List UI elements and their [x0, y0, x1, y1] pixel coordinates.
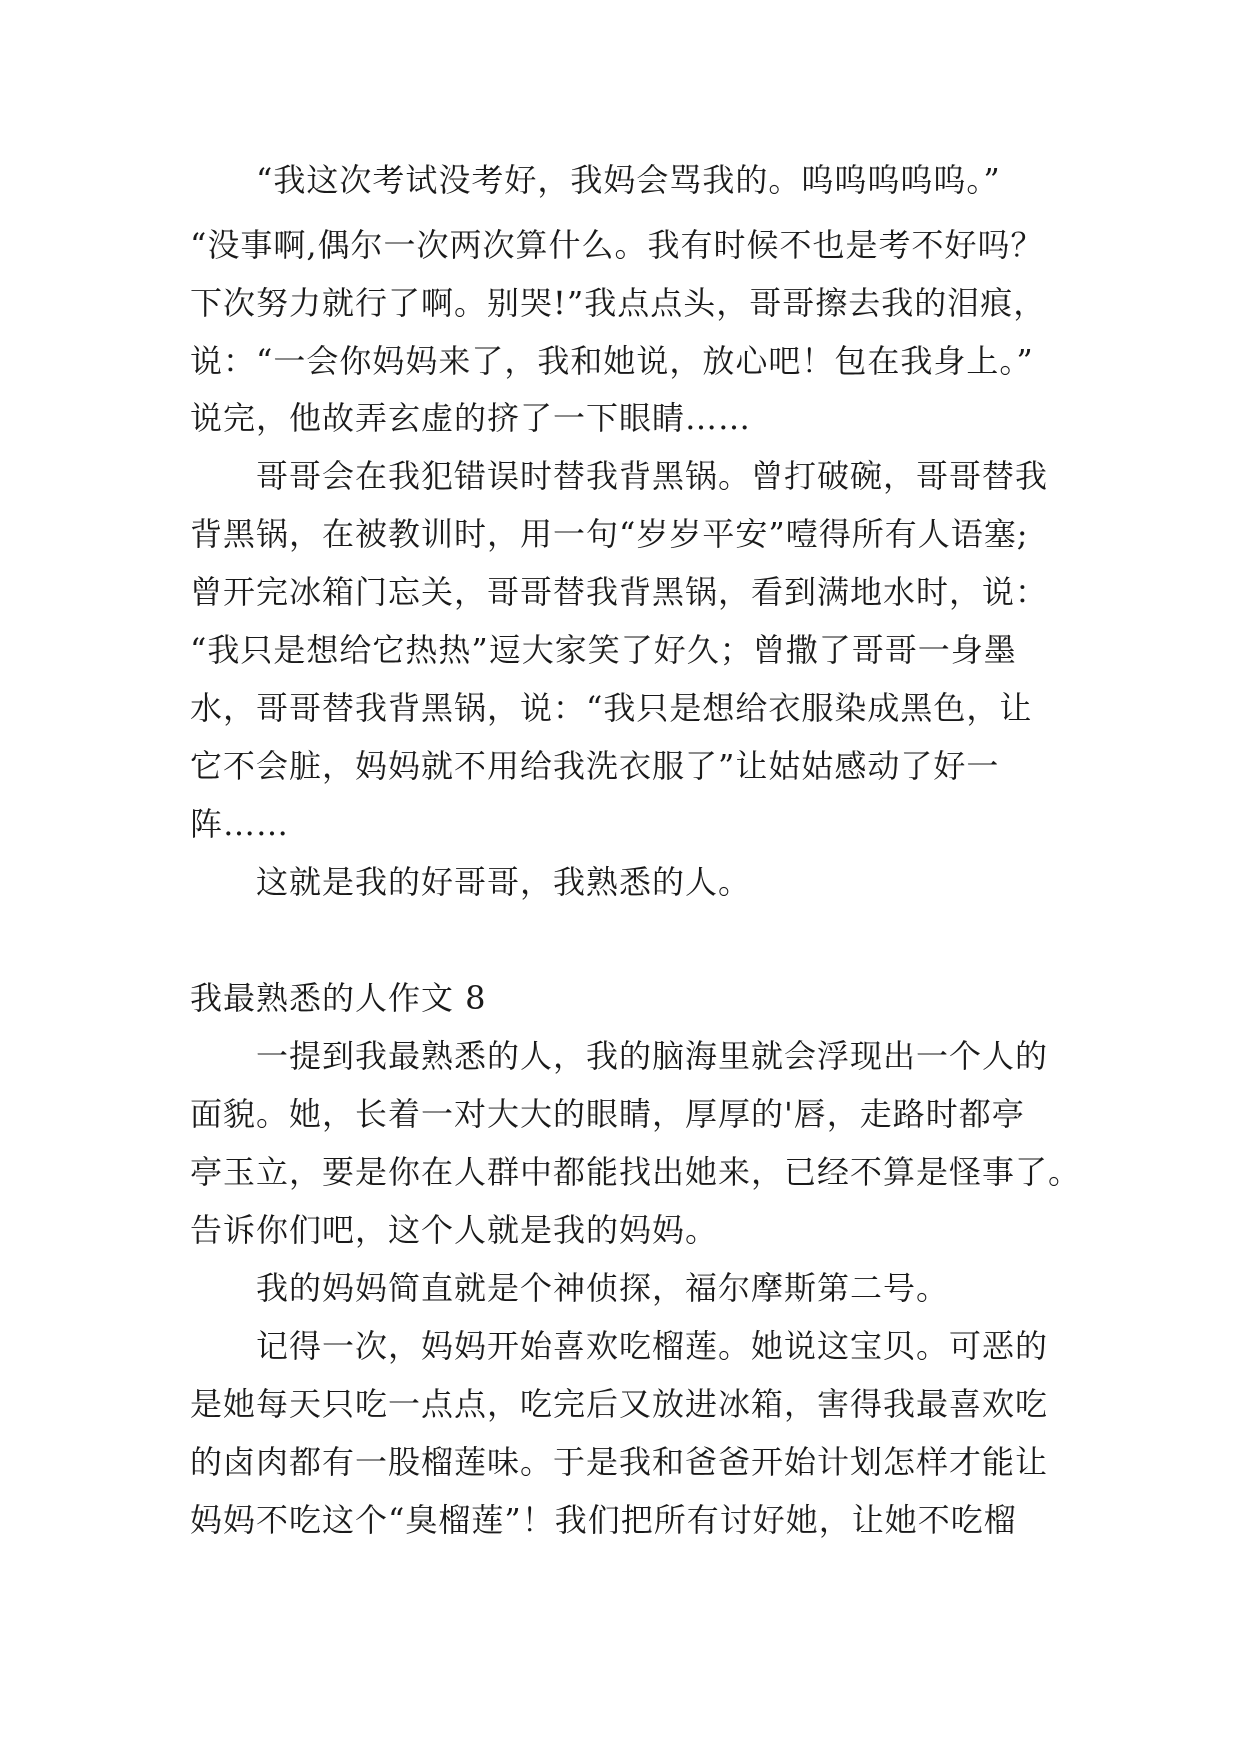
paragraph-line: 说完，他故弄玄虚的挤了一下眼睛…… [190, 399, 752, 437]
paragraph-line: “我只是想给它热热”逗大家笑了好久；曾撒了哥哥一身墨 [190, 631, 1017, 669]
paragraph-line: 说：“一会你妈妈来了，我和她说，放心吧！包在我身上。” [190, 342, 1034, 380]
paragraph-line: 背黑锅，在被教训时，用一句“岁岁平安”噎得所有人语塞; [190, 515, 1029, 553]
section-heading: 我最熟悉的人作文 8 [190, 979, 487, 1017]
paragraph-line: 它不会脏，妈妈就不用给我洗衣服了”让姑姑感动了好一 [190, 747, 1000, 785]
paragraph-line: 记得一次，妈妈开始喜欢吃榴莲。她说这宝贝。可恶的 [256, 1327, 1049, 1365]
paragraph-line: 是她每天只吃一点点，吃完后又放进冰箱，害得我最喜欢吃 [190, 1385, 1049, 1423]
paragraph-line: 阵…… [190, 805, 290, 843]
paragraph-line: 水，哥哥替我背黑锅，说：“我只是想给衣服染成黑色，让 [190, 689, 1033, 727]
paragraph-line: 这就是我的好哥哥，我熟悉的人。 [256, 863, 752, 901]
paragraph-line: 的卤肉都有一股榴莲味。于是我和爸爸开始计划怎样才能让 [190, 1443, 1049, 1481]
paragraph-line: 下次努力就行了啊。别哭!”我点点头，哥哥擦去我的泪痕， [190, 284, 1047, 322]
paragraph-line: 哥哥会在我犯错误时替我背黑锅。曾打破碗，哥哥替我 [256, 457, 1049, 495]
paragraph-line: 告诉你们吧，这个人就是我的妈妈。 [190, 1211, 719, 1249]
paragraph-line: 妈妈不吃这个“臭榴莲”！我们把所有讨好她，让她不吃榴 [190, 1501, 1017, 1539]
paragraph-line: 面貌。她，长着一对大大的眼睛，厚厚的'唇，走路时都亭 [190, 1095, 1025, 1133]
paragraph-line: “没事啊,偶尔一次两次算什么。我有时候不也是考不好吗？ [190, 226, 1044, 264]
paragraph-line: 曾开完冰箱门忘关，哥哥替我背黑锅，看到满地水时，说： [190, 573, 1049, 611]
paragraph-line: 亭玉立，要是你在人群中都能找出她来，已经不算是怪事了。 [190, 1153, 1082, 1191]
paragraph-line: 我的妈妈简直就是个神侦探，福尔摩斯第二号。 [256, 1269, 950, 1307]
paragraph-line: “我这次考试没考好，我妈会骂我的。呜呜呜呜呜。” [256, 161, 1001, 199]
paragraph-line: 一提到我最熟悉的人，我的脑海里就会浮现出一个人的 [256, 1037, 1049, 1075]
